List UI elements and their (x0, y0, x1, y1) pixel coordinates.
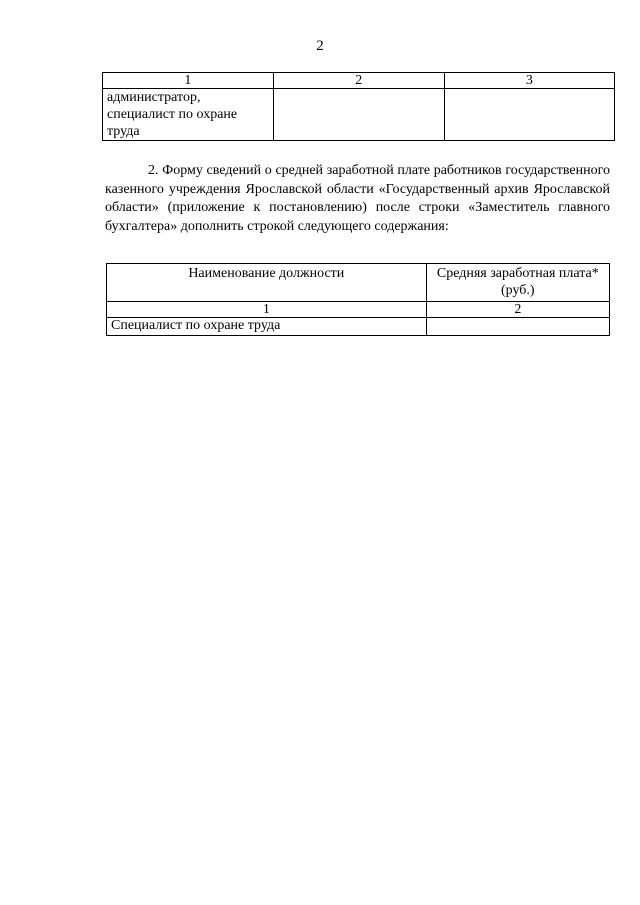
empty-cell (273, 89, 444, 141)
position-cell: Специалист по охране труда (107, 318, 427, 336)
empty-cell (444, 89, 614, 141)
salary-cell (426, 318, 609, 336)
table-row (103, 89, 615, 141)
position-cell: администратор, специалист по охране труда (103, 89, 274, 141)
continuation-table (102, 72, 615, 141)
table-header-row (107, 264, 610, 302)
amendment-paragraph: 2. Форму сведений о средней заработной плате работников государственного казенного учреждения Ярославской области «Государственный архив Ярославской области» (приложение к постановлению) после строки «Заместитель главного бухгалтера» дополнить строкой следующего содержания: (105, 163, 610, 234)
column-number-1: 1 (103, 73, 274, 89)
position-header: Наименование должности (107, 264, 427, 302)
column-number-2: 2 (426, 302, 609, 318)
column-number-1: 1 (107, 302, 427, 318)
salary-table (106, 263, 610, 336)
table-row (107, 318, 610, 336)
column-numbers-row (107, 302, 610, 318)
salary-header: Средняя заработная плата* (руб.) (426, 264, 609, 302)
column-number-2: 2 (273, 73, 444, 89)
page-number: 2 (316, 38, 324, 54)
table-header-row (103, 73, 615, 89)
column-number-3: 3 (444, 73, 614, 89)
